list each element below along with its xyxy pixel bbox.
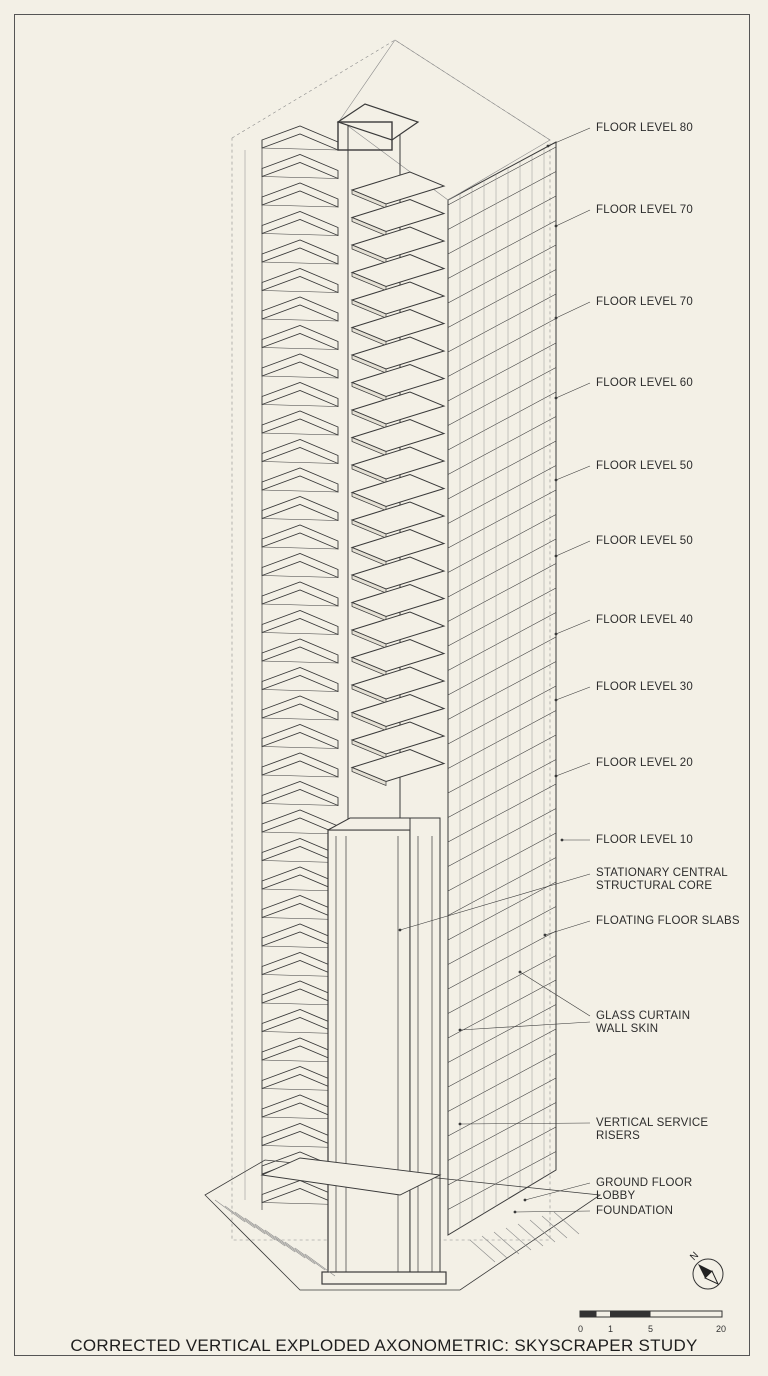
left-slab (262, 668, 338, 692)
left-slab (262, 155, 338, 179)
ground-hatch (494, 1232, 519, 1254)
left-slab (262, 269, 338, 293)
curtain-mullion-h (448, 833, 556, 891)
core-label-line2: STRUCTURAL CORE (596, 880, 713, 892)
left-slab (262, 411, 338, 435)
left-slab-edge (262, 433, 338, 435)
left-slab (262, 981, 338, 1005)
curtain-mullion-h (448, 858, 556, 916)
scale-tick-5: 5 (648, 1324, 654, 1334)
ground-hatch (530, 1220, 555, 1242)
left-slab-edge (262, 861, 338, 863)
left-slab (262, 383, 338, 407)
curtain-mullion-h (448, 147, 556, 205)
curtain-mullion-h (448, 515, 556, 573)
leader-dot (555, 699, 558, 702)
ground-hatch (255, 1224, 285, 1246)
curtain-mullion-h (448, 539, 556, 597)
left-slab-edge (262, 319, 338, 321)
curtain-mullion-h (448, 1005, 556, 1063)
leader-line (548, 128, 590, 146)
left-slab (262, 554, 338, 578)
leader-dot (555, 555, 558, 558)
ground-hatch (275, 1236, 305, 1258)
curtain-mullion-h (448, 221, 556, 279)
left-slab-edge (262, 348, 338, 350)
curtain-mullion-h (448, 417, 556, 475)
left-slab-edge (262, 519, 338, 521)
left-slab (262, 582, 338, 606)
left-slab-edge (262, 547, 338, 549)
left-slab-edge (262, 1003, 338, 1005)
ground-hatch (285, 1242, 315, 1264)
left-slab (262, 839, 338, 863)
curtain-mullion-h (448, 711, 556, 769)
leader-dot (561, 839, 564, 842)
ground-hatch (542, 1216, 567, 1238)
left-slab-edge (262, 262, 338, 264)
curtain-mullion-h (448, 907, 556, 965)
curtain-mullion-h (448, 931, 556, 989)
scale-tick-0: 0 (578, 1324, 584, 1334)
leader-line (460, 1022, 590, 1030)
left-slab (262, 1010, 338, 1034)
floor-label-20: FLOOR LEVEL 20 (596, 757, 693, 769)
curtain-mullion-h (448, 1054, 556, 1112)
curtain-mullion-h (448, 319, 556, 377)
left-slab-edge (262, 1060, 338, 1062)
left-slab (262, 867, 338, 891)
left-slab-edge (262, 376, 338, 378)
left-slab (262, 126, 338, 150)
floor-label-60: FLOOR LEVEL 60 (596, 377, 693, 389)
left-slab (262, 297, 338, 321)
left-slab-edge (262, 661, 338, 663)
curtain-mullion-h (448, 490, 556, 548)
left-slab-edge (262, 604, 338, 606)
curtain-mullion-h (448, 172, 556, 230)
curtain-label-line1: GLASS CURTAIN (596, 1010, 691, 1022)
core-label-line1: STATIONARY CENTRAL (596, 867, 728, 879)
slabs-label: FLOATING FLOOR SLABS (596, 915, 740, 927)
left-slab (262, 753, 338, 777)
curtain-mullion-h (448, 270, 556, 328)
left-slab-edge (262, 148, 338, 150)
core-base-plinth (322, 1272, 446, 1284)
left-slab (262, 896, 338, 920)
left-slab-edge (262, 405, 338, 407)
ground-hatch (295, 1248, 325, 1270)
scale-tick-1: 1 (608, 1324, 614, 1334)
left-slab (262, 810, 338, 834)
left-slab-edge (262, 205, 338, 207)
left-slab-edge (262, 718, 338, 720)
left-slab-edge (262, 832, 338, 834)
ground-hatch (235, 1212, 265, 1234)
ground-hatch (215, 1200, 245, 1222)
curtain-mullion-h (448, 343, 556, 401)
ground-hatch (225, 1206, 255, 1228)
leader-line (525, 1183, 590, 1200)
left-slab (262, 1067, 338, 1091)
ground-hatch (482, 1236, 507, 1258)
left-slab (262, 1124, 338, 1148)
floor-label-30: FLOOR LEVEL 30 (596, 681, 693, 693)
left-slab (262, 1095, 338, 1119)
curtain-mullion-h (448, 1029, 556, 1087)
left-slab (262, 183, 338, 207)
foundation-label: FOUNDATION (596, 1205, 674, 1217)
floor-label-70b: FLOOR LEVEL 70 (596, 296, 693, 308)
leader-line (556, 383, 590, 398)
left-slab-edge (262, 918, 338, 920)
curtain-mullion-h (448, 441, 556, 499)
left-slab (262, 525, 338, 549)
leader-dot (555, 397, 558, 400)
left-slab (262, 782, 338, 806)
left-slab-edge (262, 889, 338, 891)
leader-dot (514, 1211, 517, 1214)
curtain-mullion-h (448, 466, 556, 524)
curtain-mullion-h (448, 196, 556, 254)
leader-line (556, 466, 590, 480)
curtain-mullion-h (448, 784, 556, 842)
curtain-wall-face (448, 142, 556, 1235)
leader-line (556, 687, 590, 700)
curtain-mullion-h (448, 368, 556, 426)
left-slab (262, 440, 338, 464)
curtain-mullion-h (448, 760, 556, 818)
curtain-mullion-h (448, 980, 556, 1038)
ground-hatch (265, 1230, 295, 1252)
curtain-mullion-h (448, 735, 556, 793)
curtain-mullion-h (448, 1103, 556, 1161)
floor-label-70a: FLOOR LEVEL 70 (596, 204, 693, 216)
scale-bar-graphic (578, 1310, 728, 1324)
curtain-mullion-h (448, 564, 556, 622)
leader-dot (547, 145, 550, 148)
floor-label-10: FLOOR LEVEL 10 (596, 834, 693, 846)
risers-label-line1: VERTICAL SERVICE (596, 1117, 709, 1129)
curtain-mullion-h (448, 637, 556, 695)
leader-line (556, 541, 590, 556)
left-slab-edge (262, 462, 338, 464)
left-slab-edge (262, 234, 338, 236)
floor-label-40: FLOOR LEVEL 40 (596, 614, 693, 626)
leader-line (556, 620, 590, 634)
left-slab-edge (262, 690, 338, 692)
left-slab (262, 924, 338, 948)
leader-line (556, 302, 590, 318)
curtain-mullion-h (448, 588, 556, 646)
leader-dot (555, 633, 558, 636)
left-slab (262, 725, 338, 749)
left-slab (262, 639, 338, 663)
curtain-mullion-h (448, 1127, 556, 1185)
left-slab-edge (262, 1203, 338, 1205)
left-slab-edge (262, 1146, 338, 1148)
ground-hatch (554, 1212, 579, 1234)
floor-label-50a: FLOOR LEVEL 50 (596, 460, 693, 472)
ground-hatch (245, 1218, 275, 1240)
left-slab-edge (262, 975, 338, 977)
left-slab-edge (262, 1117, 338, 1119)
left-slab (262, 1038, 338, 1062)
left-slab-edge (262, 775, 338, 777)
left-slab-edge (262, 576, 338, 578)
left-slab (262, 953, 338, 977)
left-slab (262, 354, 338, 378)
risers-label-line2: RISERS (596, 1130, 641, 1142)
left-slab (262, 497, 338, 521)
curtain-mullion-h (448, 245, 556, 303)
leader-line (556, 763, 590, 776)
left-slab (262, 696, 338, 720)
curtain-mullion-h (448, 809, 556, 867)
lobby-label-line2: LOBBY (596, 1190, 636, 1202)
ground-hatch (470, 1240, 495, 1262)
left-slab-edge (262, 1089, 338, 1091)
curtain-mullion-h (448, 613, 556, 671)
leader-dot (555, 317, 558, 320)
left-slab (262, 468, 338, 492)
curtain-mullion-h (448, 294, 556, 352)
drawing-title: CORRECTED VERTICAL EXPLODED AXONOMETRIC: SKYSCRAPER STUDY (70, 1336, 698, 1355)
curtain-label-line2: WALL SKIN (596, 1023, 659, 1035)
ground-hatch (518, 1224, 543, 1246)
floating-floor-slabs (352, 172, 444, 786)
north-letter: N (688, 1250, 702, 1263)
leader-dot (524, 1199, 527, 1202)
lower-core-side (410, 818, 440, 1276)
scale-bar (578, 1310, 728, 1336)
leader-dot (459, 1029, 462, 1032)
left-slab-edge (262, 804, 338, 806)
leader-dot (399, 929, 402, 932)
left-slab-edge (262, 946, 338, 948)
leader-line (556, 210, 590, 226)
leader-dot (459, 1123, 462, 1126)
curtain-mullion-h (448, 686, 556, 744)
leader-line (545, 921, 590, 935)
floor-label-80: FLOOR LEVEL 80 (596, 122, 693, 134)
leader-dot (519, 971, 522, 974)
leader-line (515, 1211, 590, 1212)
left-slab-edge (262, 747, 338, 749)
left-slab-edge (262, 633, 338, 635)
left-slab (262, 326, 338, 350)
left-slab-edge (262, 490, 338, 492)
leader-dot (555, 479, 558, 482)
floor-label-50b: FLOOR LEVEL 50 (596, 535, 693, 547)
scale-tick-20: 20 (716, 1324, 727, 1334)
leader-dot (544, 934, 547, 937)
leader-dot (555, 225, 558, 228)
left-slab-edge (262, 177, 338, 179)
left-slab (262, 240, 338, 264)
lobby-label-line1: GROUND FLOOR (596, 1177, 693, 1189)
left-slab-edge (262, 1032, 338, 1034)
left-slab (262, 611, 338, 635)
leader-dot (555, 775, 558, 778)
left-slab-edge (262, 291, 338, 293)
ground-hatch (506, 1228, 531, 1250)
curtain-mullion-h (448, 392, 556, 450)
curtain-mullion-h (448, 662, 556, 720)
leader-line (460, 1123, 590, 1124)
curtain-mullion-h (448, 1078, 556, 1136)
left-slab (262, 212, 338, 236)
